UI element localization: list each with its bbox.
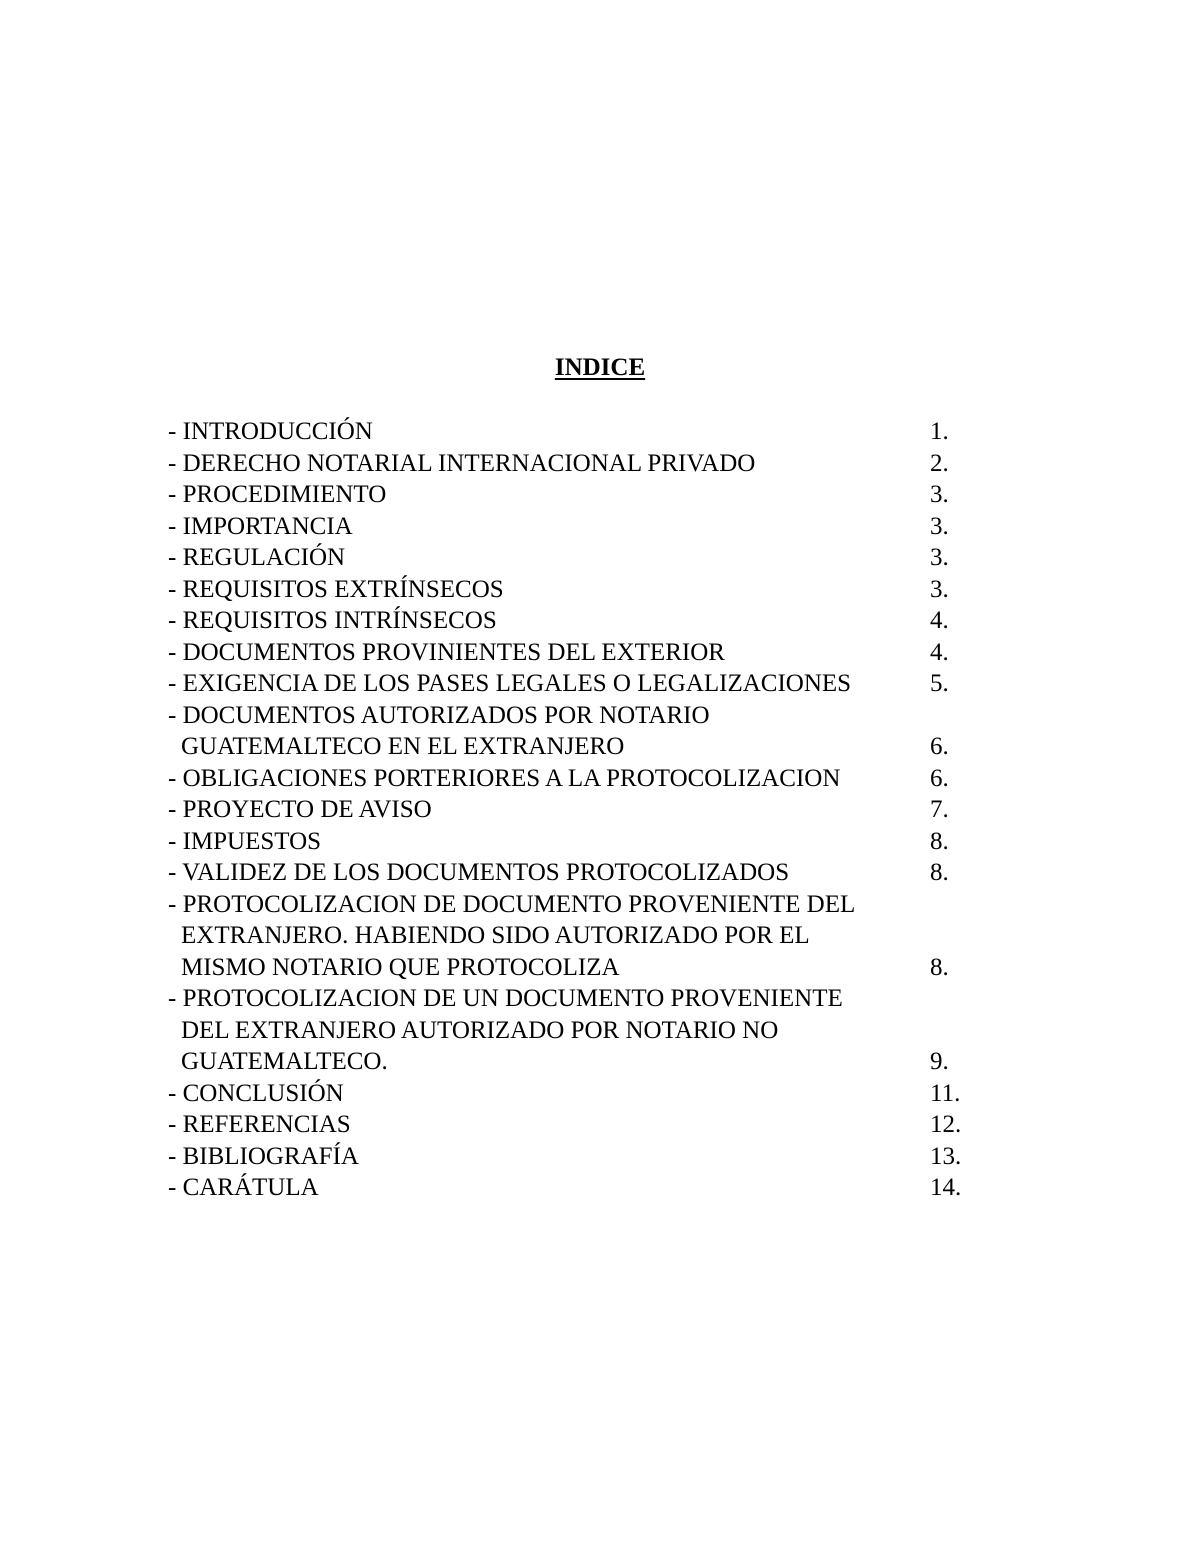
toc-entry-requisitos-intrinsecos [168, 605, 988, 637]
toc-entry-page: 9. [930, 1048, 949, 1075]
toc-entry-page: 5. [930, 670, 949, 697]
toc-entry-obligaciones [168, 763, 988, 795]
toc-entry-page: 8. [930, 859, 949, 886]
toc-entry-protocolizacion-mismo-notario [168, 889, 988, 984]
toc-entry-page: 3. [930, 481, 949, 508]
toc-entry-documentos-notario-guatemalteco [168, 700, 988, 763]
toc-entry-title: - PROYECTO DE AVISO [168, 796, 432, 823]
toc-entry-title: - BIBLIOGRAFÍA [168, 1142, 359, 1170]
toc-entry-procedimiento [168, 479, 988, 511]
toc-entry-validez [168, 857, 988, 889]
toc-entry-title: - OBLIGACIONES PORTERIORES A LA PROTOCOLIZACION [168, 764, 841, 792]
toc-entry-title: - IMPUESTOS [168, 827, 322, 855]
toc-entry-conclusion [168, 1078, 988, 1110]
index-title [0, 350, 1200, 386]
toc-entry-bibliografia [168, 1141, 988, 1173]
toc-entry-page: 4. [930, 607, 949, 634]
table-of-contents [168, 416, 988, 1204]
toc-entry-title: - PROTOCOLIZACION DE DOCUMENTO PROVENIENTE DEL EXTRANJERO. HABIENDO SIDO AUTORIZADO POR EL MISMO NOTARIO QUE PROTOCOLIZA [168, 890, 856, 981]
toc-entry-page: 8. [930, 953, 949, 981]
toc-entry-pases-legales [168, 668, 988, 700]
toc-entry-importancia [168, 511, 988, 543]
toc-entry-title: - IMPORTANCIA [168, 512, 353, 540]
toc-entry-title: - REQUISITOS INTRÍNSECOS [168, 607, 497, 634]
toc-entry-page: 12. [930, 1111, 962, 1138]
toc-entry-page: 13. [930, 1142, 962, 1170]
toc-entry-page: 3. [930, 544, 949, 571]
toc-entry-page: 11. [930, 1079, 961, 1107]
toc-entry-title: - CARÁTULA [168, 1174, 319, 1201]
toc-entry-protocolizacion-no-guatemalteco [168, 983, 988, 1078]
toc-entry-title: - DERECHO NOTARIAL INTERNACIONAL PRIVADO [168, 449, 756, 477]
toc-entry-documentos-exterior [168, 637, 988, 669]
toc-entry-title: - VALIDEZ DE LOS DOCUMENTOS PROTOCOLIZADOS [168, 859, 790, 886]
toc-entry-referencias [168, 1109, 988, 1141]
toc-entry-title: - INTRODUCCIÓN [168, 418, 373, 445]
toc-entry-page: 8. [930, 827, 949, 855]
toc-entry-title: - CONCLUSIÓN [168, 1079, 344, 1107]
toc-entry-title: - DOCUMENTOS PROVINIENTES DEL EXTERIOR [168, 638, 725, 666]
toc-entry-title: - EXIGENCIA DE LOS PASES LEGALES O LEGALIZACIONES [168, 670, 852, 697]
toc-entry-page: 14. [930, 1174, 962, 1201]
toc-entry-impuestos [168, 826, 988, 858]
toc-entry-page: 6. [930, 733, 949, 760]
toc-entry-requisitos-extrinsecos [168, 574, 988, 606]
toc-entry-page: 1. [930, 418, 949, 445]
toc-entry-page: 2. [930, 449, 949, 477]
toc-entry-regulacion [168, 542, 988, 574]
toc-entry-page: 3. [930, 575, 949, 603]
toc-entry-page: 6. [930, 764, 949, 792]
toc-entry-title: - REFERENCIAS [168, 1111, 351, 1138]
toc-entry-title: - REGULACIÓN [168, 544, 346, 571]
index-title-text: INDICE [554, 354, 646, 381]
toc-entry-introduccion [168, 416, 988, 448]
toc-entry-caratula [168, 1172, 988, 1204]
toc-entry-page: 4. [930, 638, 949, 666]
toc-entry-proyecto-aviso [168, 794, 988, 826]
toc-entry-title: - DOCUMENTOS AUTORIZADOS POR NOTARIO GUATEMALTECO EN EL EXTRANJERO [168, 701, 710, 760]
toc-entry-derecho-notarial [168, 448, 988, 480]
toc-entry-page: 7. [930, 796, 949, 823]
toc-entry-title: - PROTOCOLIZACION DE UN DOCUMENTO PROVENIENTE DEL EXTRANJERO AUTORIZADO POR NOTARIO NO GUATEMALTECO. [168, 985, 843, 1075]
toc-entry-title: - PROCEDIMIENTO [168, 481, 387, 508]
toc-entry-title: - REQUISITOS EXTRÍNSECOS [168, 575, 504, 603]
toc-entry-page: 3. [930, 512, 949, 540]
